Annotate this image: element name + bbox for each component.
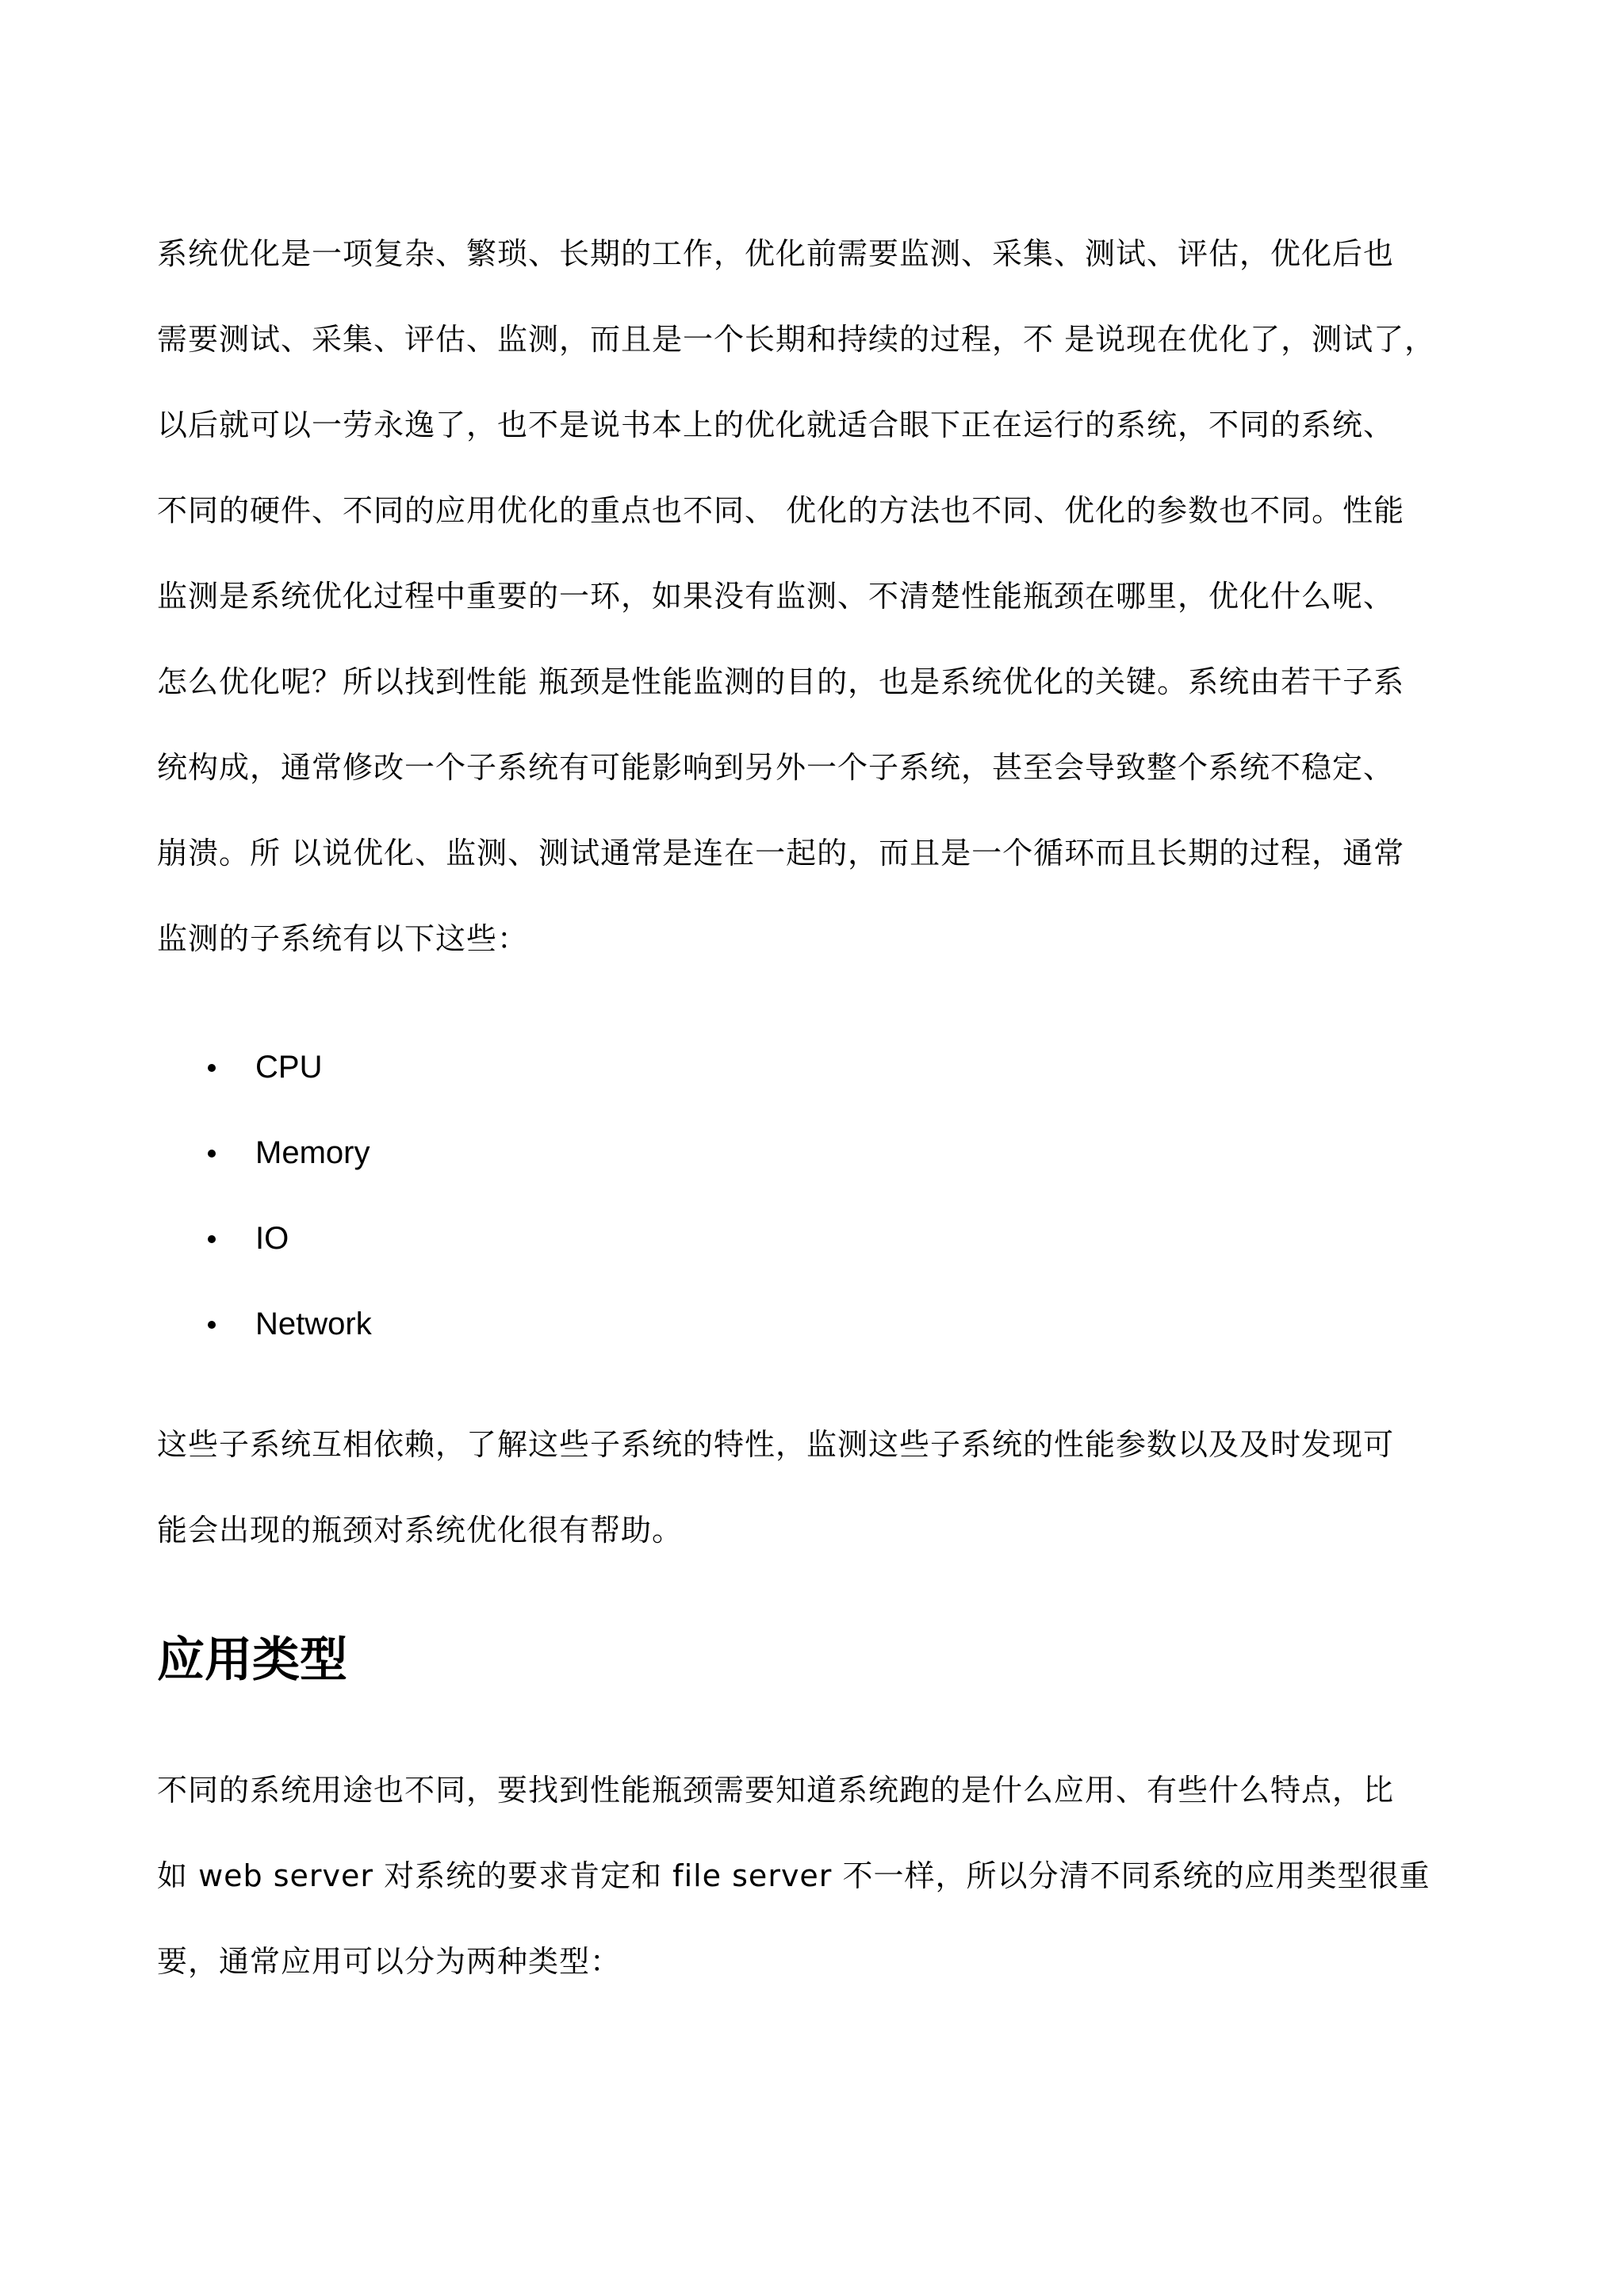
subsystem-list: [157, 1024, 1483, 1367]
paragraph-line: 能会出现的瓶颈对系统优化很有帮助。: [157, 1513, 684, 1548]
list-item-label: IO: [255, 1221, 289, 1256]
list-item-cpu: [157, 1024, 1483, 1110]
paragraph-line: 需要测试、采集、评估、监测，而且是一个长期和持续的过程，不 是说现在优化了，测试了，: [157, 322, 1436, 357]
paragraph-line: 统构成，通常修改一个子系统有可能影响到另外一个子系统，甚至会导致整个系统不稳定、: [157, 750, 1395, 785]
paragraph-line: 怎么优化呢？所以找到性能 瓶颈是性能监测的目的，也是系统优化的关键。系统由若干子系: [157, 664, 1405, 699]
paragraph-line: 监测的子系统有以下这些：: [157, 921, 529, 956]
paragraph-line: 以后就可以一劳永逸了，也不是说书本上的优化就适合眼下正在运行的系统，不同的系统、: [157, 408, 1395, 442]
paragraph-line: 不同的硬件、不同的应用优化的重点也不同、 优化的方法也不同、优化的参数也不同。性能: [157, 493, 1405, 528]
paragraph-line: 崩溃。所 以说优化、监测、测试通常是连在一起的，而且是一个循环而且长期的过程，通常: [157, 836, 1405, 871]
intro-paragraph: [157, 211, 1483, 982]
paragraph-line: 不同的系统用途也不同，要找到性能瓶颈需要知道系统跑的是什么应用、有些什么特点，比: [157, 1773, 1395, 1808]
list-item-io: [157, 1196, 1483, 1281]
list-item-label: Memory: [255, 1135, 370, 1170]
list-item-label: Network: [255, 1307, 372, 1341]
list-item-network: [157, 1281, 1483, 1367]
paragraph-line: 系统优化是一项复杂、繁琐、长期的工作，优化前需要监测、采集、测试、评估，优化后也: [157, 236, 1395, 271]
paragraph-line: 要，通常应用可以分为两种类型：: [157, 1944, 622, 1979]
bullet-icon: [208, 1235, 216, 1243]
paragraph-line: 监测是系统优化过程中重要的一环，如果没有监测、不清楚性能瓶颈在哪里，优化什么呢、: [157, 579, 1395, 614]
bullet-icon: [208, 1150, 216, 1158]
app-type-paragraph: [157, 1747, 1483, 2004]
list-item-memory: [157, 1110, 1483, 1196]
bullet-icon: [208, 1321, 216, 1329]
document-body: [157, 211, 1483, 2004]
dependency-paragraph: [157, 1402, 1483, 1573]
bullet-icon: [208, 1064, 216, 1072]
paragraph-line: 如 web server 对系统的要求肯定和 file server 不一样，所以分清不同系统的应用类型很重: [157, 1858, 1431, 1893]
list-item-label: CPU: [255, 1050, 323, 1085]
paragraph-line: 这些子系统互相依赖，了解这些子系统的特性，监测这些子系统的性能参数以及及时发现可: [157, 1427, 1395, 1462]
section-heading: 应用类型: [157, 1632, 347, 1688]
